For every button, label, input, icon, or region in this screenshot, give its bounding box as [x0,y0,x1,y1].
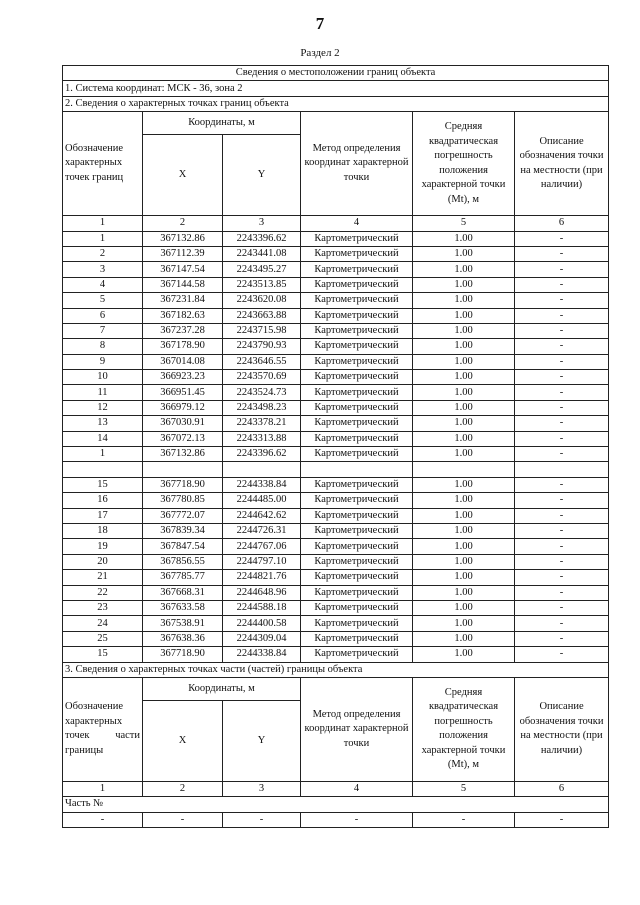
table-row [63,431,609,446]
designation-part-header: Обозначение характерных точек части границы [63,677,143,781]
accuracy-cell: 1.00 [413,262,515,277]
table-row [63,585,609,600]
point-number: 16 [63,493,143,508]
table-row [63,616,609,631]
description-cell: - [515,308,609,323]
accuracy-cell: 1.00 [413,339,515,354]
x-coordinate: 367147.54 [143,262,223,277]
description-cell: - [515,431,609,446]
x-coordinate: 367231.84 [143,293,223,308]
method-cell: Картометрический [301,447,413,462]
coordinates-header: Координаты, м [143,112,301,135]
section3-title-row [63,662,609,677]
method-cell: Картометрический [301,293,413,308]
description-cell: - [515,400,609,415]
accuracy-cell: 1.00 [413,539,515,554]
accuracy-cell: 1.00 [413,400,515,415]
table-row [63,246,609,261]
x-coordinate: 367780.85 [143,493,223,508]
accuracy-cell: 1.00 [413,631,515,646]
description-cell: - [515,277,609,292]
y-coordinate: 2243378.21 [223,416,301,431]
method-cell: Картометрический [301,400,413,415]
part-label: Часть № [63,797,609,812]
empty-cell: - [413,812,515,827]
accuracy-cell: 1.00 [413,570,515,585]
description-cell: - [515,539,609,554]
x-coordinate: 366951.45 [143,385,223,400]
y-coordinate: 2244726.31 [223,523,301,538]
contour-1-rows [63,231,609,462]
coord-system: 1. Система координат: МСК - 36, зона 2 [63,81,609,96]
y-coordinate: 2243495.27 [223,262,301,277]
y-coordinate: 2243790.93 [223,339,301,354]
table-row [63,539,609,554]
x-coordinate: 367014.08 [143,354,223,369]
x-coordinate: 367718.90 [143,647,223,662]
description-cell: - [515,370,609,385]
section2-title: 2. Сведения о характерных точках границ объекта [63,96,609,111]
column-number: 2 [143,216,223,231]
x-coordinate: 367847.54 [143,539,223,554]
point-number: 1 [63,447,143,462]
table-row [63,477,609,492]
accuracy-cell: 1.00 [413,308,515,323]
x-coordinate: 367178.90 [143,339,223,354]
accuracy-cell: 1.00 [413,600,515,615]
y-coordinate: 2244400.58 [223,616,301,631]
point-number: 7 [63,323,143,338]
x-coordinate: 367072.13 [143,431,223,446]
contour-separator-row [63,462,609,477]
point-number: 3 [63,262,143,277]
part-empty-row [63,812,609,827]
table-row [63,647,609,662]
description-cell: - [515,416,609,431]
method-cell: Картометрический [301,231,413,246]
method-cell: Картометрический [301,570,413,585]
point-number: 18 [63,523,143,538]
point-number: 23 [63,600,143,615]
table-row [63,508,609,523]
point-number: 12 [63,400,143,415]
x-coordinate: 367112.39 [143,246,223,261]
x-coordinate: 367144.58 [143,277,223,292]
y-coordinate: 2243663.88 [223,308,301,323]
y-coordinate: 2244338.84 [223,477,301,492]
accuracy-cell: 1.00 [413,523,515,538]
description-cell: - [515,231,609,246]
method-cell: Картометрический [301,262,413,277]
y-coordinate: 2243313.88 [223,431,301,446]
method-cell: Картометрический [301,508,413,523]
table-title: Сведения о местоположении границ объекта [63,66,609,81]
x-coordinate: 367638.36 [143,631,223,646]
point-number: 21 [63,570,143,585]
table-row [63,416,609,431]
point-number: 9 [63,354,143,369]
table-row [63,370,609,385]
method-cell: Картометрический [301,431,413,446]
coordinates-header-2: Координаты, м [143,677,301,700]
point-number: 15 [63,647,143,662]
y-coordinate: 2244821.76 [223,570,301,585]
header-row-top [63,112,609,135]
point-number: 1 [63,231,143,246]
y-header: Y [223,135,301,216]
description-cell: - [515,585,609,600]
method-cell: Картометрический [301,647,413,662]
boundary-table [62,65,609,828]
designation-header: Обозначение характерных точек границ [63,112,143,216]
method-cell: Картометрический [301,246,413,261]
empty-cell: - [301,812,413,827]
y-coordinate: 2243524.73 [223,385,301,400]
column-numbers-row-2 [63,781,609,796]
description-cell: - [515,570,609,585]
column-number: 5 [413,216,515,231]
method-cell: Картометрический [301,308,413,323]
header2-row-top [63,677,609,700]
x-coordinate: 367030.91 [143,416,223,431]
y-coordinate: 2244767.06 [223,539,301,554]
accuracy-cell: 1.00 [413,508,515,523]
point-number: 15 [63,477,143,492]
accuracy-cell: 1.00 [413,554,515,569]
point-number: 17 [63,508,143,523]
point-number: 20 [63,554,143,569]
method-cell: Картометрический [301,600,413,615]
point-number: 10 [63,370,143,385]
y-coordinate: 2243570.69 [223,370,301,385]
x-coordinate: 367237.28 [143,323,223,338]
x-coordinate: 367633.58 [143,600,223,615]
x-coordinate: 366979.12 [143,400,223,415]
description-cell: - [515,631,609,646]
table-row [63,339,609,354]
accuracy-cell: 1.00 [413,477,515,492]
point-number: 24 [63,616,143,631]
y-coordinate: 2243513.85 [223,277,301,292]
x-coordinate: 367668.31 [143,585,223,600]
y-coordinate: 2243441.08 [223,246,301,261]
description-cell: - [515,246,609,261]
column-number: 4 [301,781,413,796]
description-cell: - [515,447,609,462]
description-cell: - [515,262,609,277]
description-cell: - [515,493,609,508]
x-header-2: X [143,700,223,781]
y-coordinate: 2244797.10 [223,554,301,569]
y-coordinate: 2244338.84 [223,647,301,662]
accuracy-cell: 1.00 [413,277,515,292]
x-coordinate: 367182.63 [143,308,223,323]
method-cell: Картометрический [301,370,413,385]
point-number: 25 [63,631,143,646]
method-cell: Картометрический [301,631,413,646]
empty-cell: - [515,812,609,827]
x-coordinate: 367538.91 [143,616,223,631]
table-row [63,323,609,338]
table-row [63,400,609,415]
description-cell: - [515,323,609,338]
accuracy-cell: 1.00 [413,616,515,631]
method-cell: Картометрический [301,323,413,338]
description-cell: - [515,647,609,662]
accuracy-cell: 1.00 [413,447,515,462]
column-number: 6 [515,216,609,231]
accuracy-cell: 1.00 [413,354,515,369]
point-number: 5 [63,293,143,308]
point-number: 11 [63,385,143,400]
accuracy-cell: 1.00 [413,323,515,338]
column-number: 2 [143,781,223,796]
table-row [63,277,609,292]
point-number: 8 [63,339,143,354]
method-header-2: Метод определения координат характерной точки [301,677,413,781]
x-coordinate: 367132.86 [143,231,223,246]
point-number: 13 [63,416,143,431]
point-number: 6 [63,308,143,323]
accuracy-cell: 1.00 [413,385,515,400]
description-cell: - [515,600,609,615]
column-number: 4 [301,216,413,231]
accuracy-header-2: Средняя квадратическая погрешность положения характерной точки (Mt), м [413,677,515,781]
column-number: 1 [63,781,143,796]
section-label: Раздел 2 [300,47,340,59]
contour-2-rows [63,477,609,662]
x-header: X [143,135,223,216]
method-cell: Картометрический [301,354,413,369]
accuracy-cell: 1.00 [413,585,515,600]
y-coordinate: 2243715.98 [223,323,301,338]
description-cell: - [515,508,609,523]
point-number: 14 [63,431,143,446]
description-cell: - [515,554,609,569]
point-number: 19 [63,539,143,554]
table-row [63,600,609,615]
table-row [63,523,609,538]
table-row [63,493,609,508]
table-title-row [63,66,609,81]
y-coordinate: 2243498.23 [223,400,301,415]
column-number: 6 [515,781,609,796]
section2-title-row [63,96,609,111]
y-coordinate: 2244642.62 [223,508,301,523]
accuracy-cell: 1.00 [413,293,515,308]
y-coordinate: 2243396.62 [223,447,301,462]
part-label-row [63,797,609,812]
accuracy-cell: 1.00 [413,231,515,246]
method-cell: Картометрический [301,616,413,631]
table-row [63,385,609,400]
table-row [63,231,609,246]
method-cell: Картометрический [301,416,413,431]
method-cell: Картометрический [301,339,413,354]
y-header-2: Y [223,700,301,781]
accuracy-cell: 1.00 [413,370,515,385]
accuracy-cell: 1.00 [413,647,515,662]
column-number: 5 [413,781,515,796]
point-number: 22 [63,585,143,600]
description-cell: - [515,339,609,354]
y-coordinate: 2243396.62 [223,231,301,246]
empty-cell: - [63,812,143,827]
x-coordinate: 367839.34 [143,523,223,538]
section3-title: 3. Сведения о характерных точках части (частей) границы объекта [63,662,609,677]
y-coordinate: 2244588.18 [223,600,301,615]
table-row [63,308,609,323]
method-cell: Картометрический [301,385,413,400]
y-coordinate: 2244648.96 [223,585,301,600]
method-cell: Картометрический [301,277,413,292]
accuracy-header: Средняя квадратическая погрешность положения характерной точки (Mt), м [413,112,515,216]
accuracy-cell: 1.00 [413,246,515,261]
y-coordinate: 2244485.00 [223,493,301,508]
description-cell: - [515,523,609,538]
y-coordinate: 2244309.04 [223,631,301,646]
empty-cell: - [143,812,223,827]
table-row [63,631,609,646]
description-cell: - [515,477,609,492]
column-number: 3 [223,781,301,796]
x-coordinate: 366923.23 [143,370,223,385]
table-row [63,447,609,462]
point-number: 2 [63,246,143,261]
description-cell: - [515,293,609,308]
coord-system-row [63,81,609,96]
column-number: 1 [63,216,143,231]
method-cell: Картометрический [301,523,413,538]
description-header: Описание обозначения точки на местности (при наличии) [515,112,609,216]
method-cell: Картометрический [301,493,413,508]
method-cell: Картометрический [301,554,413,569]
x-coordinate: 367718.90 [143,477,223,492]
table-row [63,293,609,308]
page-number: 7 [315,14,325,33]
x-coordinate: 367785.77 [143,570,223,585]
accuracy-cell: 1.00 [413,493,515,508]
table-row [63,354,609,369]
description-header-2: Описание обозначения точки на местности (при наличии) [515,677,609,781]
description-cell: - [515,616,609,631]
method-header: Метод определения координат характерной точки [301,112,413,216]
table-row [63,262,609,277]
point-number: 4 [63,277,143,292]
x-coordinate: 367856.55 [143,554,223,569]
method-cell: Картометрический [301,585,413,600]
table-row [63,570,609,585]
empty-cell: - [223,812,301,827]
method-cell: Картометрический [301,477,413,492]
y-coordinate: 2243646.55 [223,354,301,369]
accuracy-cell: 1.00 [413,431,515,446]
method-cell: Картометрический [301,539,413,554]
description-cell: - [515,385,609,400]
x-coordinate: 367772.07 [143,508,223,523]
column-numbers-row [63,216,609,231]
description-cell: - [515,354,609,369]
column-number: 3 [223,216,301,231]
y-coordinate: 2243620.08 [223,293,301,308]
table-row [63,554,609,569]
accuracy-cell: 1.00 [413,416,515,431]
x-coordinate: 367132.86 [143,447,223,462]
